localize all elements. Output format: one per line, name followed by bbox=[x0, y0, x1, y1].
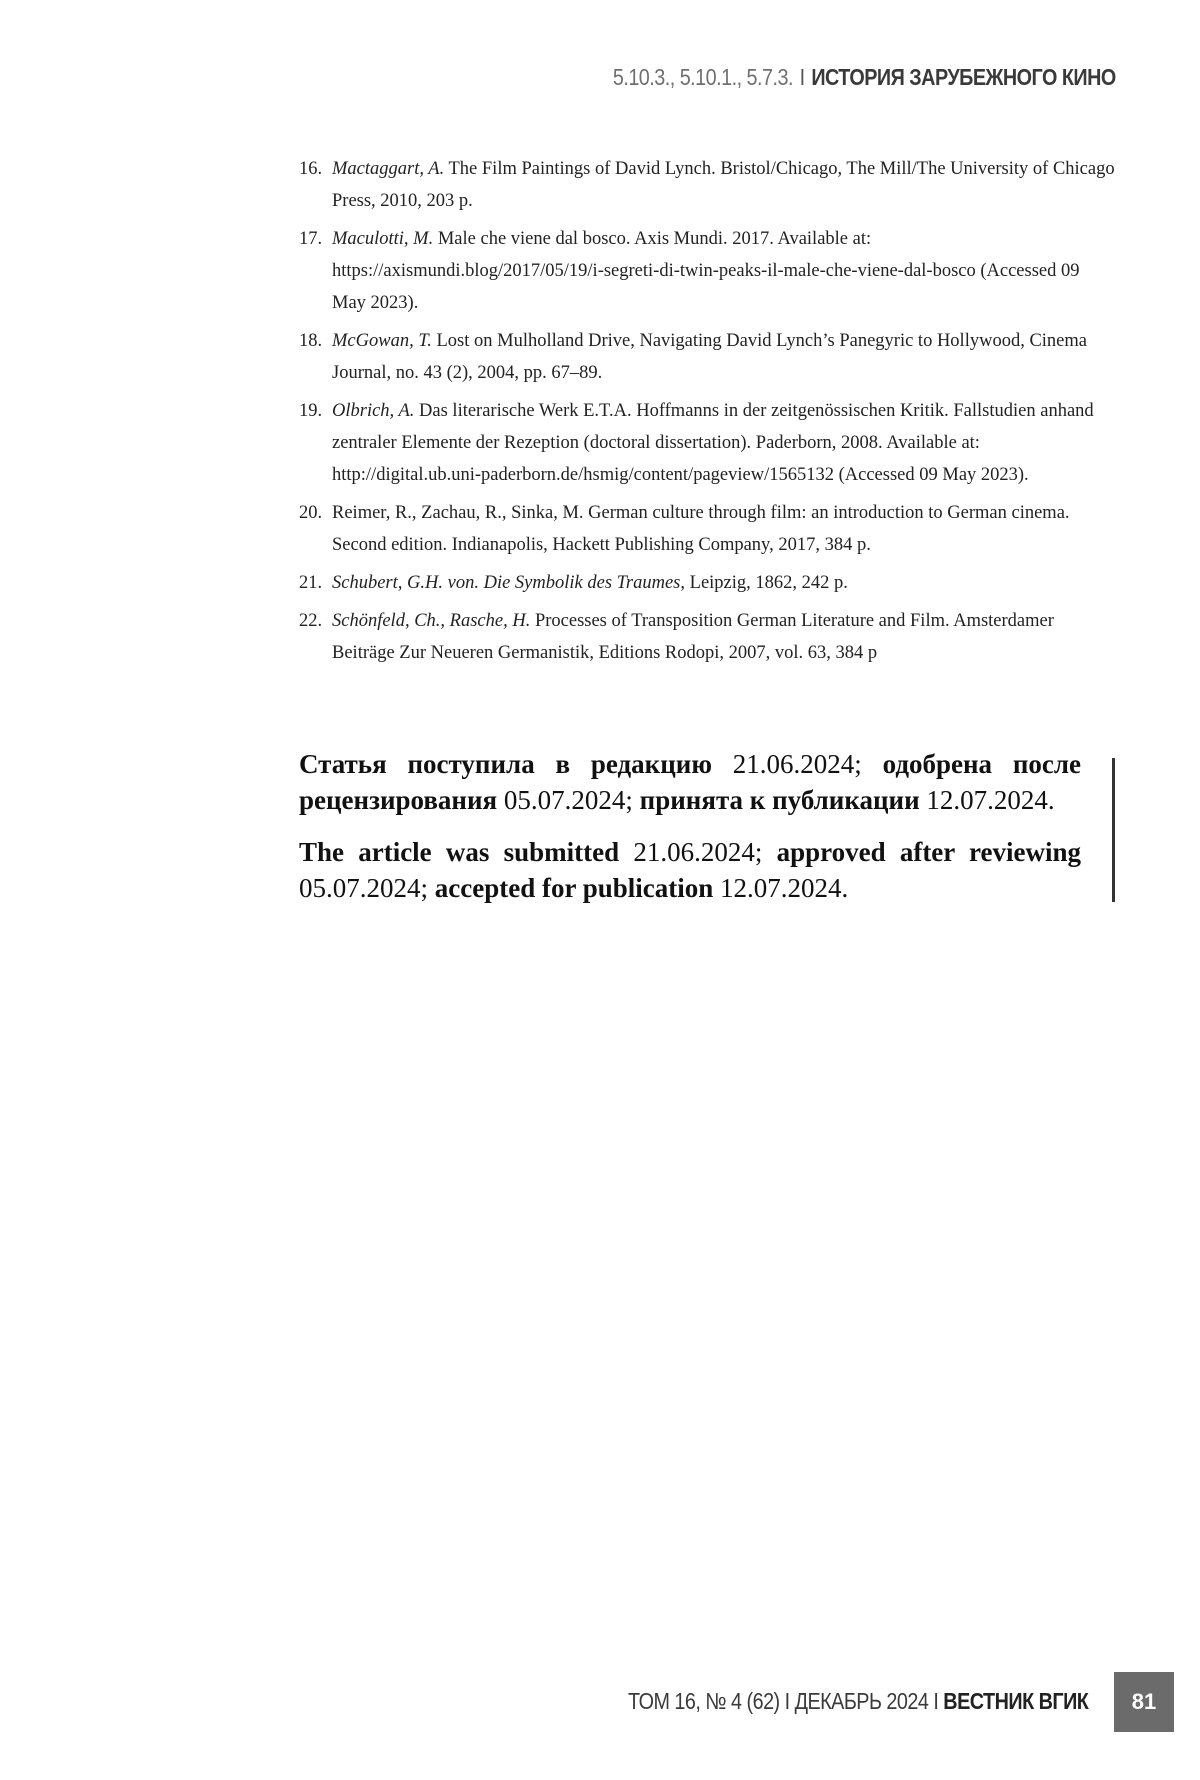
volume-info: ТОМ 16, № 4 (62) bbox=[627, 1688, 780, 1714]
reference-text: Lost on Mulholland Drive, Navigating David Lynch’s Panegyric to Hollywood, Cinema Journal, no. 43 (2), 2004, pp. 67–89. bbox=[332, 331, 1087, 383]
reference-item bbox=[299, 153, 1115, 217]
reference-number: 17. bbox=[299, 229, 323, 249]
dates-english bbox=[299, 834, 1081, 906]
running-footer bbox=[628, 1688, 1088, 1715]
reference-text: Reimer, R., Zachau, R., Sinka, M. German culture through film: an introduction to German cinema. Second edition. Indianapolis, Hackett Publishing Company, 2017, 384 p. bbox=[332, 503, 1070, 555]
footer-separator: I bbox=[784, 1688, 790, 1714]
reference-item bbox=[299, 395, 1115, 491]
approved-date: 05.07.2024; bbox=[503, 785, 633, 815]
running-header bbox=[613, 64, 1116, 91]
reference-item bbox=[299, 497, 1115, 561]
reference-list bbox=[299, 153, 1115, 675]
reference-author: Schubert, G.H. von. bbox=[332, 573, 479, 593]
submitted-label: Статья поступила в редакцию bbox=[299, 749, 712, 779]
accepted-date: 12.07.2024. bbox=[926, 785, 1055, 815]
approved-label: одобрена после рецензирования bbox=[299, 749, 1082, 815]
submitted-date: 21.06.2024; bbox=[633, 837, 763, 867]
reference-text: , Leipzig, 1862, 242 p. bbox=[680, 573, 848, 593]
reference-number: 18. bbox=[299, 331, 323, 351]
accepted-label: accepted for publication bbox=[434, 873, 714, 903]
reference-text: Das literarische Werk E.T.A. Hoffmanns in der zeitgenössischen Kritik. Fallstudien anhand zentraler Elemente der Rezeption (doctoral dissertation). Paderborn, 2008. Available at: http://digital.ub.uni-paderborn.de/hsmig/content/pageview/1565132 (Accessed 09 May 2023). bbox=[332, 401, 1094, 485]
journal-name: ВЕСТНИК ВГИК bbox=[942, 1688, 1088, 1714]
classification-codes: 5.10.3., 5.10.1., 5.7.3. bbox=[613, 64, 794, 90]
submitted-date: 21.06.2024; bbox=[732, 749, 862, 779]
accepted-label: принята к публикации bbox=[639, 785, 920, 815]
footer-separator: I bbox=[933, 1688, 938, 1714]
reference-number: 16. bbox=[299, 159, 323, 179]
reference-item bbox=[299, 605, 1115, 669]
reference-author: Mactaggart, A. bbox=[332, 159, 445, 179]
submitted-label: The article was submitted bbox=[299, 837, 620, 867]
dates-russian bbox=[299, 746, 1081, 818]
reference-author: Olbrich, A. bbox=[332, 401, 415, 421]
page-number: 81 bbox=[1114, 1672, 1174, 1732]
reference-title: Die Symbolik des Traumes bbox=[483, 573, 681, 593]
issue-date: ДЕКАБРЬ 2024 bbox=[794, 1688, 929, 1714]
accepted-date: 12.07.2024. bbox=[720, 873, 849, 903]
approved-date: 05.07.2024; bbox=[299, 873, 429, 903]
reference-author: McGowan, T. bbox=[332, 331, 432, 351]
reference-item bbox=[299, 325, 1115, 389]
reference-number: 19. bbox=[299, 401, 323, 421]
reference-text: The Film Paintings of David Lynch. Bristol/Chicago, The Mill/The University of Chicago Press, 2010, 203 p. bbox=[332, 159, 1115, 211]
reference-number: 20. bbox=[299, 503, 323, 523]
reference-item bbox=[299, 223, 1115, 319]
reference-item bbox=[299, 567, 1115, 599]
reference-text: Male che viene dal bosco. Axis Mundi. 2017. Available at: https://axismundi.blog/2017/05/19/i-segreti-di-twin-peaks-il-male-che-viene-dal-bosco (Accessed 09 May 2023). bbox=[332, 229, 1080, 313]
reference-author: Schönfeld, Ch., Rasche, H. bbox=[332, 611, 531, 631]
section-title: ИСТОРИЯ ЗАРУБЕЖНОГО КИНО bbox=[811, 64, 1116, 90]
reference-number: 21. bbox=[299, 573, 323, 593]
reference-author: Maculotti, M. bbox=[332, 229, 434, 249]
publication-dates bbox=[299, 746, 1081, 922]
reference-number: 22. bbox=[299, 611, 323, 631]
reference-text: Processes of Transposition German Literature and Film. Amsterdamer Beiträge Zur Neueren Germanistik, Editions Rodopi, 2007, vol. 63, 384 p bbox=[332, 611, 1054, 663]
vertical-rule bbox=[1112, 758, 1115, 902]
header-separator: I bbox=[799, 64, 805, 90]
approved-label: approved after reviewing bbox=[776, 837, 1081, 867]
